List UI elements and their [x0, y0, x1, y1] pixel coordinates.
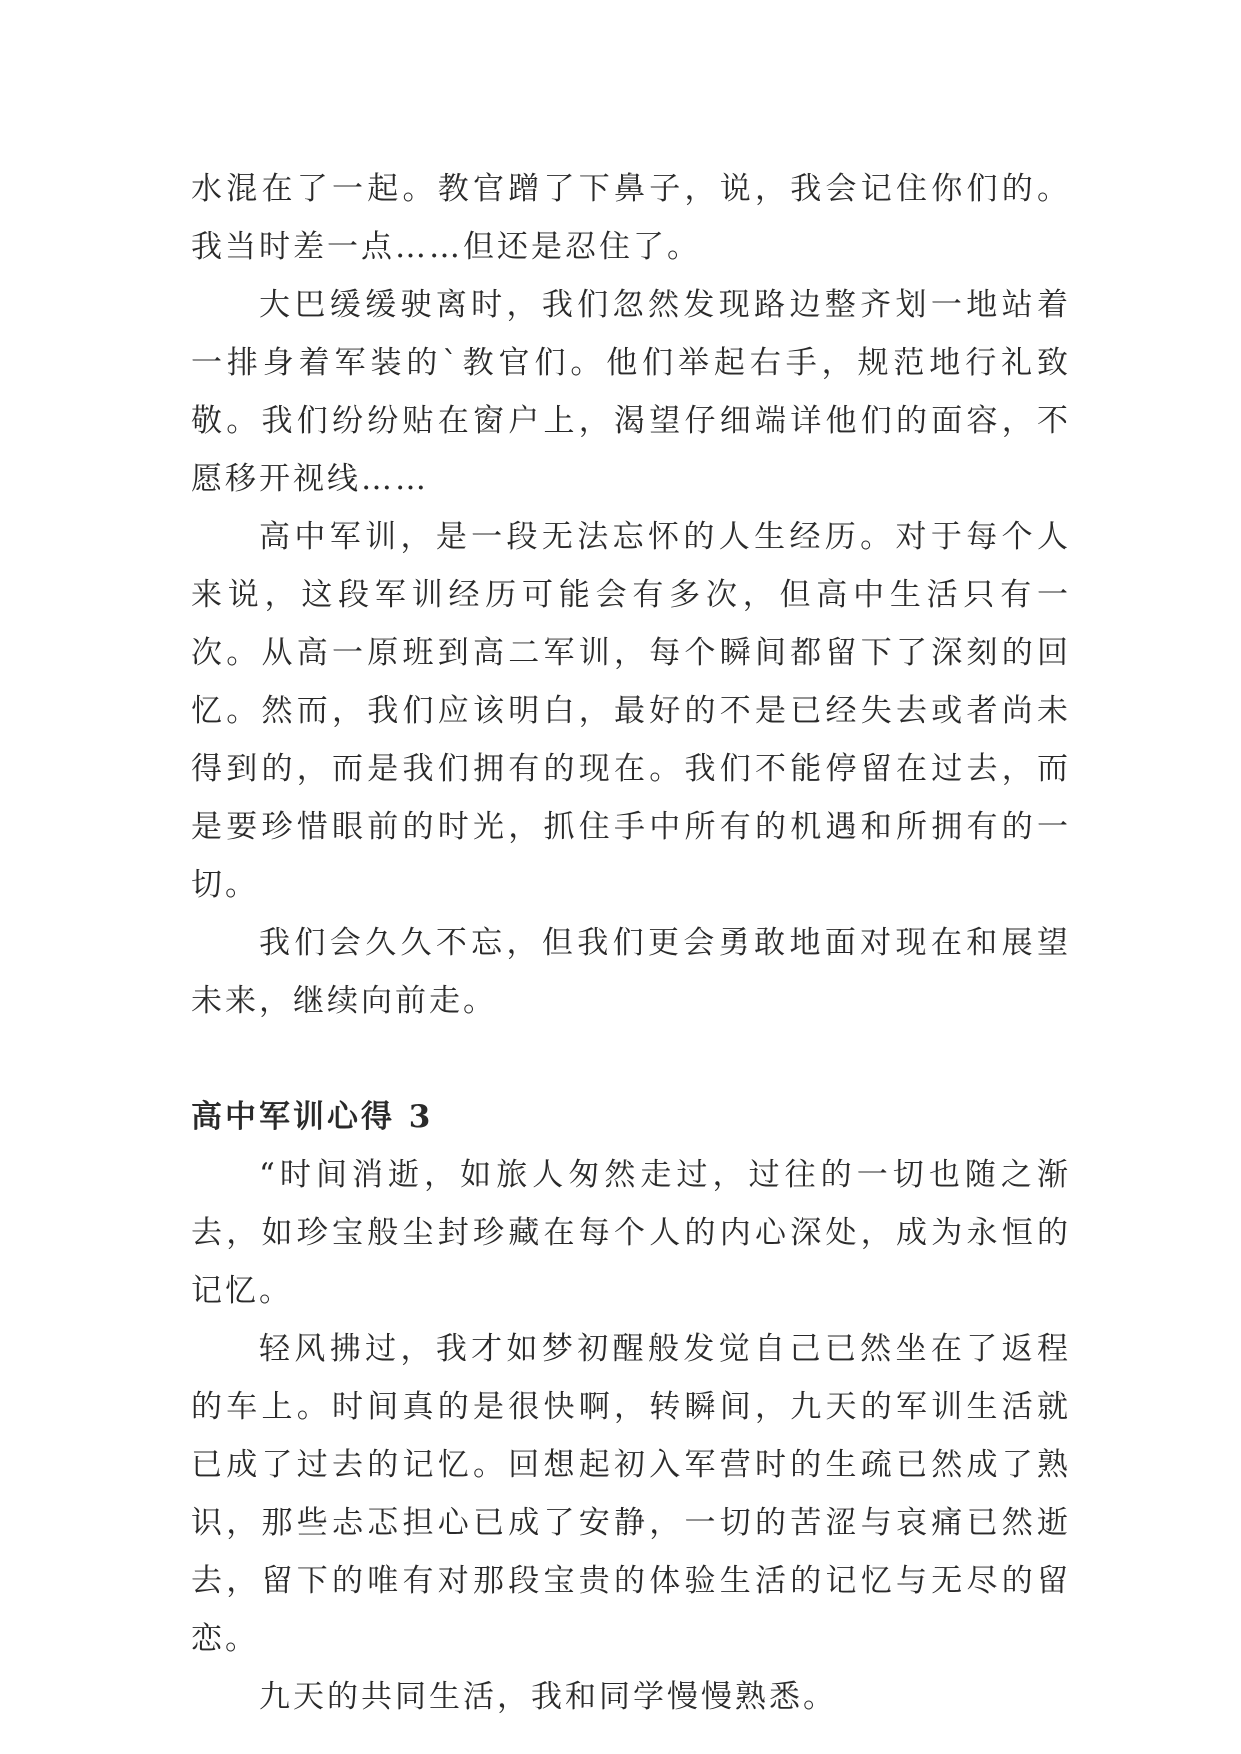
paragraph-quote: “时间消逝，如旅人匆然走过，过往的一切也随之渐去，如珍宝般尘封珍藏在每个人的内心深处，成为永恒的记忆。 [191, 1157, 1071, 1309]
document-body [191, 160, 1071, 1726]
paragraph-reflection: 高中军训，是一段无法忘怀的人生经历。对于每个人来说，这段军训经历可能会有多次，但高中生活只有一次。从高一原班到高二军训，每个瞬间都留下了深刻的回忆。然而，我们应该明白，最好的不是已经失去或者尚未得到的，而是我们拥有的现在。我们不能停留在过去，而是要珍惜眼前的时光，抓住手中所有的机遇和所拥有的一切。 [191, 519, 1071, 903]
paragraph-bus-departure: 大巴缓缓驶离时，我们忽然发现路边整齐划一地站着一排身着军装的`教官们。他们举起右手，规范地行礼致敬。我们纷纷贴在窗户上，渴望仔细端详他们的面容，不愿移开视线…… [191, 287, 1071, 497]
section-spacer [191, 1030, 1071, 1088]
paragraph-continuation: 水混在了一起。教官蹭了下鼻子，说，我会记住你们的。我当时差一点……但还是忍住了。 [191, 171, 1071, 265]
section-title: 高中军训心得 3 [191, 1099, 434, 1135]
paragraph-nine-days: 九天的共同生活，我和同学慢慢熟悉。 [259, 1679, 837, 1715]
paragraph-return-trip: 轻风拂过，我才如梦初醒般发觉自己已然坐在了返程的车上。时间真的是很快啊，转瞬间，九天的军训生活就已成了过去的记忆。回想起初入军营时的生疏已然成了熟识，那些忐忑担心已成了安静，一切的苦涩与哀痛已然逝去，留下的唯有对那段宝贵的体验生活的记忆与无尽的留恋。 [191, 1331, 1071, 1657]
paragraph-closing: 我们会久久不忘，但我们更会勇敢地面对现在和展望未来，继续向前走。 [191, 925, 1071, 1019]
